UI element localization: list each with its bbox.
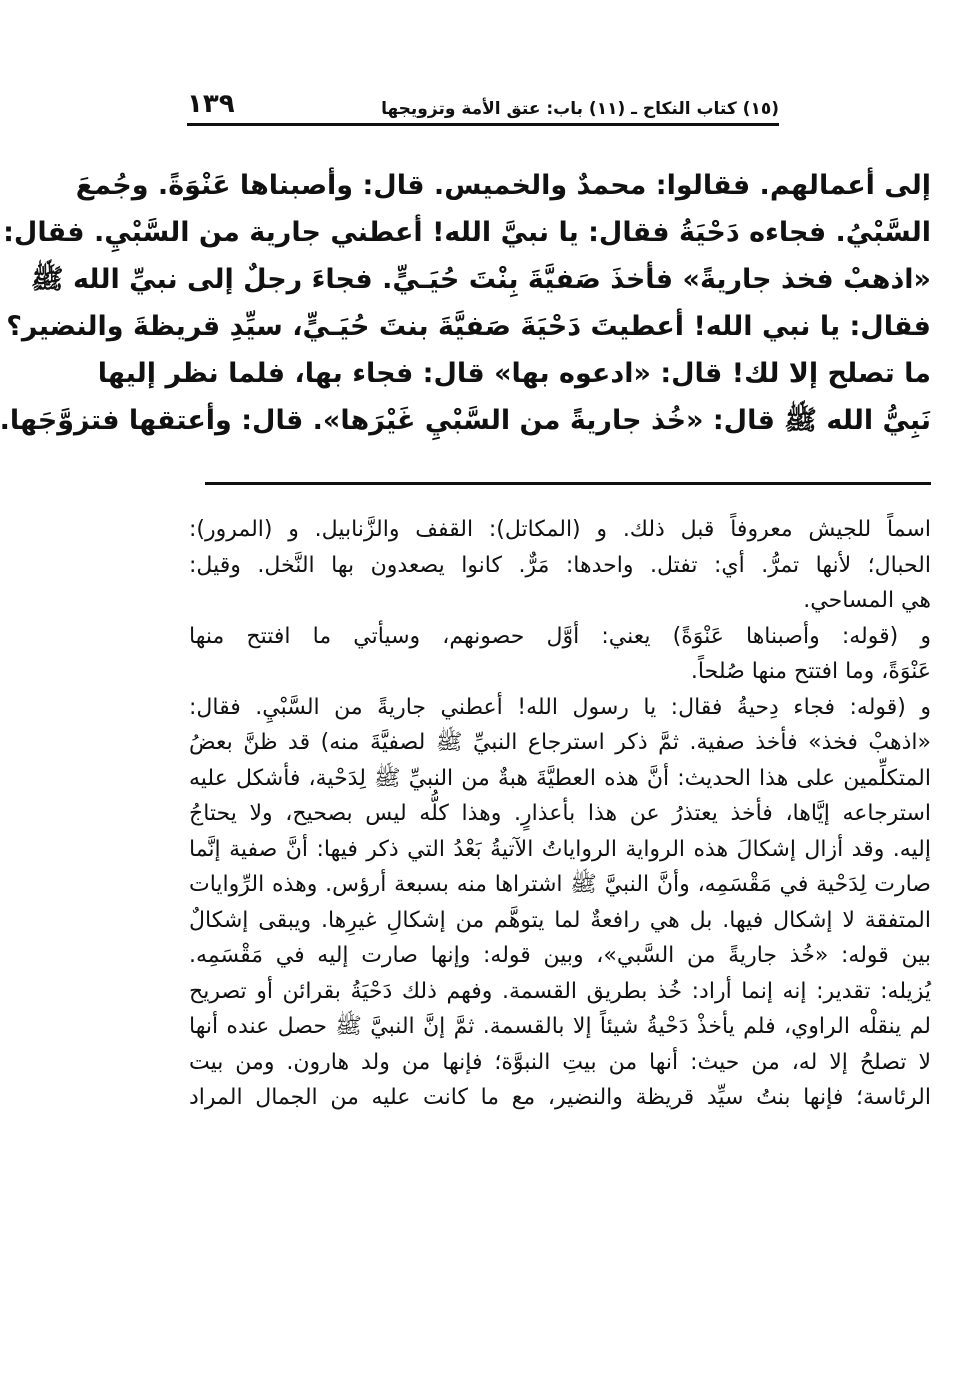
section-divider — [205, 482, 931, 485]
page-number: ١٣٩ — [187, 89, 235, 119]
commentary-line: و (قوله: وأصبناها عَنْوَةً) يعني: أوَّل حصونهم، وسيأتي ما افتتح منها — [189, 623, 931, 649]
page-header — [187, 86, 779, 126]
hadith-line: السَّبْيُ. فجاءه دَحْيَةُ فقال: يا نبيَّ الله! أعطني جارية من السَّبْيِ. فقال: — [3, 217, 931, 248]
commentary-line: لا تصلحُ إلا له، من حيث: أنها من بيتِ النبوَّة؛ فإنها من ولد هارون. ومن بيت — [189, 1049, 931, 1075]
hadith-line: «اذهبْ فخذ جاريةً» فأخذَ صَفيَّةَ بِنْتَ حُيَـيٍّ. فجاءَ رجلٌ إلى نبيِّ الله ﷺ — [30, 264, 931, 295]
hadith-line: فقال: يا نبي الله! أعطيتَ دَحْيَةَ صَفيَّةَ بنتَ حُيَـيٍّ، سيِّدِ قريظةَ والنضير؟ — [6, 311, 931, 342]
hadith-line: نَبِيُّ الله ﷺ قال: «خُذ جاريةً من السَّبْيِ غَيْرَها». قال: وأعتقها فتزوَّجَها. — [0, 405, 931, 436]
commentary-line: صارت لِدَحْية في مَقْسَمِه، وأنَّ النبيَّ ﷺ اشتراها منه بسبعة أرؤس. وهذه الرِّوايات — [189, 872, 931, 897]
commentary-line: المتكلِّمين على هذا الحديث: أنَّ هذه العطيَّةَ هبةٌ من النبيِّ ﷺ لِدَحْية، فأشكل عليه — [189, 765, 931, 791]
commentary-line: لم ينقلْه الراوي، فلم يأخذْ دَحْيةُ شيئاً إلا بالقسمة. ثمَّ إنَّ النبيَّ ﷺ حصل عنده أنها — [189, 1014, 931, 1039]
commentary-line: الرئاسة؛ فإنها بنتُ سيِّد قريظة والنضير، مع ما كانت عليه من الجمال المراد — [189, 1085, 931, 1110]
hadith-line: ما تصلح إلا لك! قال: «ادعوه بها» قال: فجاء بها، فلما نظر إليها — [97, 358, 931, 389]
commentary-line: الحبال؛ لأنها تمرُّ. أي: تفتل. واحدها: مَرٌّ. كانوا يصعدون بها النَّخل. وقيل: — [189, 552, 931, 578]
hadith-text — [0, 162, 931, 444]
running-header-title: (١٥) كتاب النكاح ـ (١١) باب: عتق الأمة وتزويجها — [381, 99, 779, 119]
commentary-line: استرجاعه إيَّاها، فأخذ يعتذرُ عن هذا بأعذارٍ. وهذا كلُّه ليس بصحيح، ولا يحتاجُ — [189, 801, 931, 826]
commentary-line: هي المساحي. — [803, 588, 931, 613]
commentary-line: إليه. وقد أزال إشكالَ هذه الرواية الرواياتُ الآتيةُ بَعْدُ التي ذكر فيها: أنَّ صفية إنَّما — [189, 836, 931, 862]
commentary-line: المتفقة لا إشكال فيها. بل هي رافعةٌ لما يتوهَّم من إشكالِ غيرِها. ويبقى إشكالٌ — [189, 907, 931, 933]
commentary-line: عَنْوَةً، وما افتتح منها صُلحاً. — [690, 659, 931, 684]
commentary-line: و (قوله: فجاء دِحيةُ فقال: يا رسول الله! أعطني جاريةً من السَّبْيِ. فقال: — [189, 694, 931, 720]
hadith-line: إلى أعمالهم. فقالوا: محمدٌ والخميس. قال: وأصبناها عَنْوَةً. وجُمعَ — [75, 170, 931, 201]
commentary-line: بين قوله: «خُذ جاريةً من السَّبي»، وبين قوله: وإنها صارت إليه في مَقْسَمِه. — [189, 943, 931, 968]
commentary-text — [189, 512, 931, 1116]
commentary-line: يُزيله: تقدير: إنه إنما أراد: خُذ بطريق القسمة. وفهم ذلك دَحْيَةُ بقرائن أو تصريح — [189, 978, 931, 1004]
commentary-line: «اذهبْ فخذ» فأخذ صفية. ثمَّ ذكر استرجاع النبيِّ ﷺ لصفيَّةَ منه) قد ظنَّ بعضُ — [189, 730, 931, 755]
commentary-line: اسماً للجيش معروفاً قبل ذلك. و (المكاتل): القفف والزَّنابيل. و (المرور): — [189, 517, 931, 542]
